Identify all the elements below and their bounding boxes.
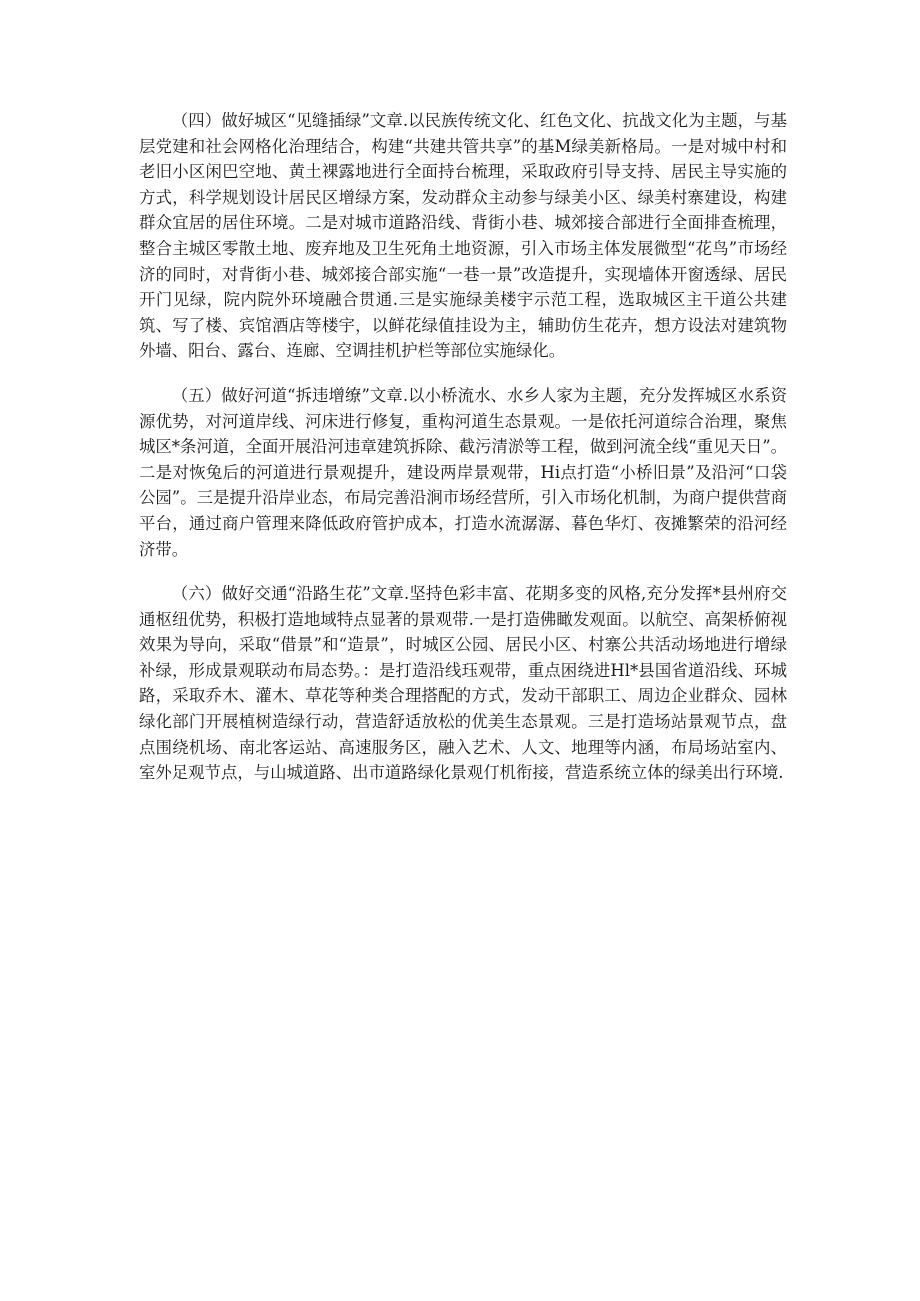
paragraph-4-urban-greening: （四）做好城区“见缝插绿”文章.以民族传统文化、红色文化、抗战文化为主题，与基层党建和社会网格化治理结合，构建“共建共管共享”的基M绿美新格局。一是对城中村和老旧小区闲巴空地、黄土裸露地进行全面持台梳理，采取政府引导支持、居民主导实施的方式，科学规划设计居民区增绿方案，发动群众主动参与绿美小区、绿美村寨建设，构建群众宜居的居住环境。二是对城市道路沿线、背街小巷、城郊接合部进行全面排查梳理，整合主城区零散土地、废弃地及卫生死角土地资源，引入市场主体发展微型“花鸟”市场经济的同时，对背街小巷、城郊接合部实施“一巷一景”改造提升，实现墙体开窗透绿、居民开门见绿，院内院外环境融合贯通.三是实施绿美楼宇示范工程，选取城区主干道公共建筑、写了楼、宾馆酒店等楼宇，以鲜花绿值挂设为主，辅助仿生花卉，想方设法对建筑物外墙、阳台、露台、连廊、空调挂机护栏等部位实施绿化。 (139, 111, 787, 361)
document-body (139, 108, 787, 805)
paragraph-6-road-greening: （六）做好交通“沿路生花”文章.坚持色彩丰富、花期多变的风格,充分发挥*县州府交通枢纽优势，积极打造地域特点显著的景观带.一是打造佛瞰发观面。以航空、高架桥俯视效果为导向，采取“借景”和“造景”，时城区公园、居民小区、村寨公共活动场地进行增绿补绿，形成景观联动布局态势。：是打造沿线珏观带，重点困绕进Hl*县国省道沿线、环城路，采取乔木、灌木、草花等种类合理搭配的方式，发动干部职工、周边企业群众、园林绿化部门开展植树造绿行动，营造舒适放松的优美生态景观。三是打造场站景观节点，盘点围绕机场、南北客运站、高速服务区，融入艺术、人文、地理等内涵，布局场站室内、室外足观节点，与山城道路、出市道路绿化景观仃机衔接，营造系统立体的绿美出行环境. (139, 584, 787, 783)
paragraph-5-river-greening: （五）做好河道“拆违增缭”文章.以小桥流水、水乡人家为主题，充分发挥城区水系资源优势，对河道岸线、河床进行修复，重构河道生态景观。一是依托河道综合治理，聚焦城区*条河道，全面开展沿河违章建筑拆除、截污清淤等工程，做到河流全线“重见天日”。二是对恢兔后的河道进行景观提升，建设两岸景观带，Hi点打造“小桥旧景”及沿河“口袋公园”。三是提升沿岸业态，布局完善沿涧市场经营所，引入市场化机制，为商户提供营商平台，通过商户管理来降低政府管护成本，打造水流潺潺、暮色华灯、夜摊繁荣的沿河经济带。 (139, 385, 787, 559)
